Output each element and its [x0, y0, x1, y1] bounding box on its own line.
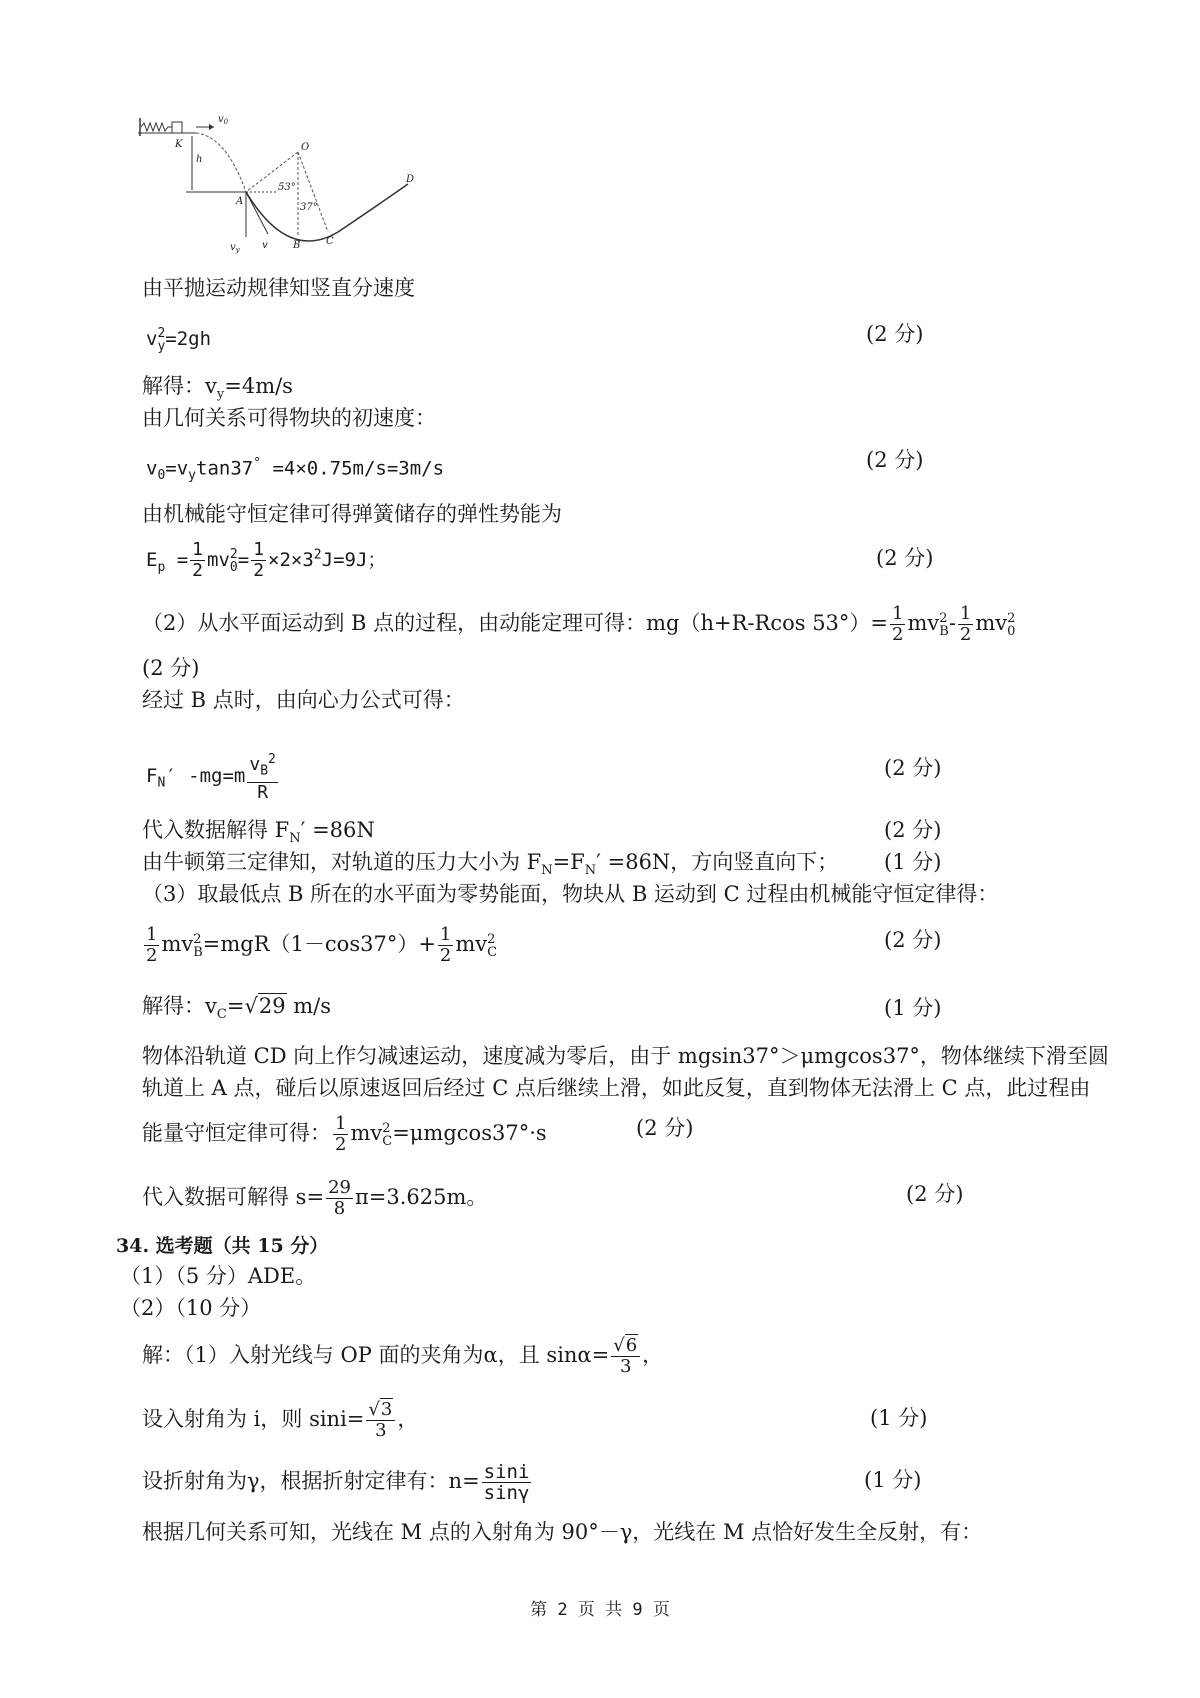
equation-normal-force: $F_N'$ -mg=m $\frac{v_B^2}{R}$	[146, 752, 276, 803]
label-v0: $v_0$	[218, 114, 229, 126]
equation-vy-squared: v 2 y =2gh	[146, 325, 212, 354]
equation-vc: 解得：$v_C=√29$ m/s	[142, 994, 332, 1023]
points-label: (2 分)	[636, 1116, 694, 1140]
equation-sin-i: 设入射角为 i，则 sini= $\frac{√3}{3}$ ，	[142, 1399, 419, 1441]
text-line-34-1: （1）（5 分）ADE。	[120, 1264, 317, 1288]
equation-ep: $E_p$ = $\frac{1}{2}$ mv 2 0 = $\frac{1}{2}$ $\times 2\times 3^2J=9J$；	[146, 539, 387, 581]
label-angle-53: 53°	[278, 182, 296, 193]
section-heading-34: 34. 选考题（共 15 分）	[116, 1235, 329, 1257]
equation-energy-conservation: 能量守恒定律可得： $\frac{1}{2}$ mv 2 C =μmgcos37°·s	[142, 1113, 547, 1155]
text-line-total-reflection: 根据几何关系可知，光线在 M 点的入射角为 90°－γ，光线在 M 点恰好发生全反射，有：	[142, 1520, 983, 1544]
text-line-newton-third: 由牛顿第三定律知，对轨道的压力大小为 $F_N=F_N' =86N$，方向竖直向下；	[142, 850, 839, 879]
v0-arrowhead	[209, 124, 214, 130]
label-O: O	[301, 142, 310, 153]
points-label: (2 分)	[884, 928, 942, 952]
text-line-motion-2: 轨道上 A 点，碰后以原速返回后经过 C 点后继续上滑，如此反复，直到物体无法滑上 C 点，此过程由	[142, 1076, 1091, 1100]
text-line-initial-velocity: 由几何关系可得物块的初速度：	[142, 406, 436, 430]
text-line-fn-result: 代入数据解得 $F_N' =86N$	[142, 818, 375, 847]
track-diagram-figure	[138, 112, 458, 272]
label-K: K	[175, 139, 183, 150]
page-footer: 第 2 页 共 9 页	[530, 1600, 670, 1620]
equation-sin-alpha: 解：（1）入射光线与 OP 面的夹角为α，且 sinα= $\frac{√6}{3}$ ，	[142, 1335, 664, 1377]
equation-energy-b-to-c: $\frac{1}{2}$ mv 2 B =mgR（1－cos37°）+ $\frac{1}{2}$ mv 2 C	[146, 924, 498, 966]
text-line-motion-1: 物体沿轨道 CD 向上作匀减速运动，速度减为零后，由于 mgsin37°＞μmgcos37°，物体继续下滑至圆	[142, 1044, 1109, 1068]
text-line-part-3: （3）取最低点 B 所在的水平面为零势能面，物块从 B 运动到 C 过程由机械能守恒定律得：	[142, 882, 999, 906]
label-h: h	[196, 154, 203, 165]
label-angle-37: 37°	[300, 202, 318, 213]
points-label: (2 分)	[142, 656, 200, 680]
points-label: (2 分)	[906, 1182, 964, 1206]
text-line-1: 由平抛运动规律知竖直分速度	[142, 276, 415, 300]
circular-track	[246, 184, 408, 241]
points-label: (2 分)	[884, 818, 942, 842]
equation-v0: $v_0=v_y\tan 37^\circ =4\times 0.75m/s=3m/s$	[146, 456, 445, 484]
equation-distance-s: 代入数据可解得 s= $\frac{29}{8}$ π=3.625m。	[142, 1177, 488, 1219]
spring-shape	[141, 123, 172, 131]
label-B: B	[293, 240, 301, 251]
points-label: (1 分)	[870, 1406, 928, 1430]
text-line-energy: 由机械能守恒定律可得弹簧储存的弹性势能为	[142, 502, 562, 526]
radius-OC	[298, 152, 328, 232]
points-label: (2 分)	[884, 756, 942, 780]
label-C: C	[326, 236, 334, 247]
points-label: (1 分)	[884, 850, 942, 874]
equation-refraction-law: 设折射角为γ，根据折射定律有：n= $\frac{\sin i}{\sin\gamma}$	[142, 1461, 530, 1504]
block-shape	[172, 122, 182, 133]
label-v: v	[262, 240, 268, 251]
label-D: D	[406, 174, 415, 185]
points-label: (2 分)	[866, 322, 924, 346]
text-line-solve-vy: 解得：$v_y=4m/s$	[142, 374, 293, 403]
points-label: (1 分)	[864, 1468, 922, 1492]
trajectory-curve	[196, 133, 246, 192]
label-vy: $v_y$	[230, 242, 240, 254]
points-label: (2 分)	[876, 546, 934, 570]
points-label: (1 分)	[884, 996, 942, 1020]
label-A: A	[236, 196, 244, 207]
v-arrow	[246, 192, 268, 234]
text-line-34-2: （2）（10 分）	[120, 1296, 262, 1320]
equation-kinetic-energy-theorem: （2）从水平面运动到 B 点的过程，由动能定理可得：mg（h+R-Rcos 53°）= $\frac{1}{2}$ mv 2 B - $\frac{1}{2}$ mv 2 0	[142, 603, 1016, 645]
points-label: (2 分)	[866, 448, 924, 472]
text-line-centripetal: 经过 B 点时，由向心力公式可得：	[142, 688, 465, 712]
